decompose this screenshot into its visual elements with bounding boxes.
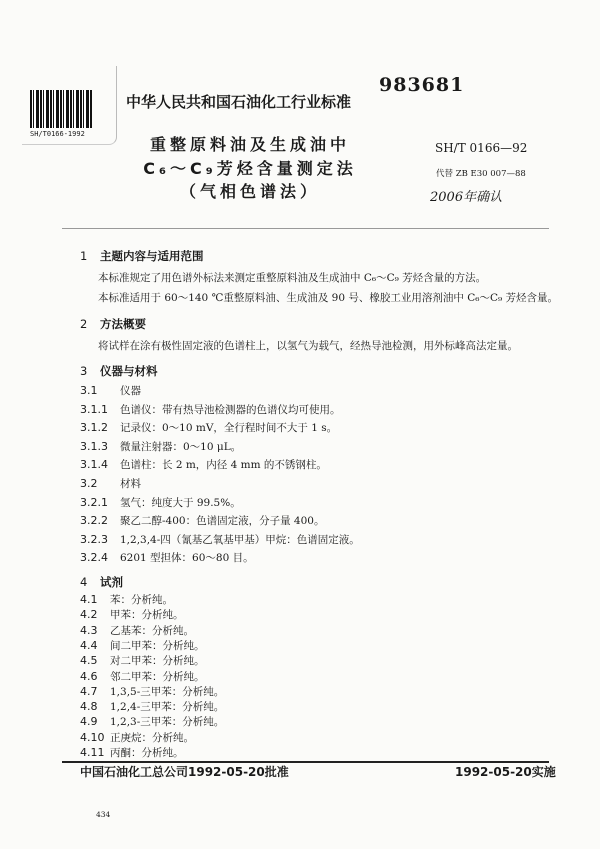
item-text: 对二甲苯：分析纯。 [110, 655, 205, 667]
item-text: 仪器 [120, 385, 141, 397]
item-number: 4.5 [80, 654, 98, 667]
section-heading: 1 主题内容与适用范围 [80, 249, 204, 263]
item-number: 4.1 [80, 593, 98, 606]
title-line-2: C₆～C₉芳烃含量测定法 [143, 159, 357, 178]
item-number: 4.2 [80, 608, 98, 621]
doc-number: 983681 [379, 74, 465, 96]
item-number: 3.1.3 [80, 440, 108, 453]
item-number: 3.1 [80, 384, 98, 397]
item-text: 材料 [120, 478, 141, 490]
list-item [80, 421, 337, 435]
effective-note: 1992-05-20实施 [455, 765, 556, 779]
item-number: 4.6 [80, 670, 98, 683]
replaces-note: 代替 ZB E30 007—88 [436, 169, 526, 179]
item-text: 1,2,3-三甲苯：分析纯。 [110, 716, 225, 728]
list-item [80, 593, 173, 607]
standard-body: 中华人民共和国石油化工行业标准 [126, 93, 352, 111]
item-number: 3.1.4 [80, 458, 108, 471]
list-item [80, 514, 324, 528]
list-item [80, 384, 141, 398]
item-text: 正庚烷：分析纯。 [110, 732, 194, 744]
item-text: 聚乙二醇-400：色谱固定液，分子量 400。 [120, 515, 325, 527]
item-number: 4.3 [80, 624, 98, 637]
item-number: 4.7 [80, 685, 98, 698]
approval-note: 中国石油化工总公司1992-05-20批准 [80, 765, 289, 779]
page-number: 434 [96, 810, 111, 819]
barcode-box [22, 66, 117, 145]
barcode-label: SH/T0166-1992 [30, 130, 85, 138]
list-item [80, 403, 341, 417]
item-number: 3.1.1 [80, 403, 108, 416]
item-number: 3.1.2 [80, 421, 108, 434]
item-number: 4.9 [80, 715, 98, 728]
confirmed-note: 2006年确认 [430, 190, 503, 205]
list-item [80, 440, 241, 454]
barcode-icon [30, 90, 92, 128]
item-text: 苯：分析纯。 [110, 594, 173, 606]
paragraph: 本标准适用于 60～140 ℃重整原料油、生成油及 90 号、橡胶工业用溶剂油中 C₆～C₉ 芳烃含量。 [98, 292, 559, 304]
list-item [80, 685, 224, 699]
title-line-3: （气相色谱法） [179, 182, 320, 201]
item-text: 1,2,4-三甲苯：分析纯。 [110, 701, 225, 713]
item-number: 3.2.3 [80, 533, 108, 546]
list-item [80, 533, 360, 547]
item-number: 4.8 [80, 700, 98, 713]
paragraph: 本标准规定了用色谱外标法来测定重整原料油及生成油中 C₆～C₉ 芳烃含量的方法。 [98, 272, 487, 284]
item-text: 微量注射器：0～10 μL。 [120, 441, 242, 453]
item-number: 4.4 [80, 639, 98, 652]
item-text: 丙酮：分析纯。 [110, 747, 184, 759]
item-text: 记录仪：0～10 mV，全行程时间不大于 1 s。 [120, 422, 338, 434]
item-number: 3.2.2 [80, 514, 108, 527]
list-item [80, 551, 254, 565]
item-number: 3.2.4 [80, 551, 108, 564]
item-text: 6201 型担体：60～80 目。 [120, 552, 254, 564]
item-number: 3.2 [80, 477, 98, 490]
list-item [80, 670, 205, 684]
item-number: 3.2.1 [80, 496, 108, 509]
title-line-1: 重整原料油及生成油中 [149, 135, 350, 154]
footer-rule [62, 761, 549, 763]
list-item [80, 746, 184, 760]
item-text: 1,3,5-三甲苯：分析纯。 [110, 686, 225, 698]
item-text: 氢气：纯度大于 99.5%。 [120, 497, 241, 509]
item-number: 4.11 [80, 746, 105, 759]
list-item [80, 715, 224, 729]
list-item [80, 731, 194, 745]
list-item [80, 624, 194, 638]
item-text: 色谱柱：长 2 m，内径 4 mm 的不锈钢柱。 [120, 459, 327, 471]
list-item [80, 496, 241, 510]
std-code: SH/T 0166—92 [435, 141, 528, 155]
list-item [80, 700, 224, 714]
list-item [80, 477, 141, 491]
item-text: 甲苯：分析纯。 [110, 609, 184, 621]
list-item [80, 639, 205, 653]
item-text: 间二甲苯：分析纯。 [110, 640, 205, 652]
paragraph: 将试样在涂有极性固定液的色谱柱上，以氢气为载气，经热导池检测，用外标峰高法定量。 [98, 340, 518, 352]
list-item [80, 458, 327, 472]
section-heading: 2 方法概要 [80, 317, 146, 331]
item-text: 乙基苯：分析纯。 [110, 625, 194, 637]
section-heading: 4 试剂 [80, 575, 123, 589]
section-heading: 3 仪器与材料 [80, 364, 158, 378]
item-number: 4.10 [80, 731, 105, 744]
header-divider [62, 228, 549, 229]
list-item [80, 654, 205, 668]
item-text: 1,2,3,4-四（氰基乙氧基甲基）甲烷：色谱固定液。 [120, 534, 360, 546]
item-text: 邻二甲苯：分析纯。 [110, 671, 205, 683]
list-item [80, 608, 184, 622]
item-text: 色谱仪：带有热导池检测器的色谱仪均可使用。 [120, 404, 341, 416]
